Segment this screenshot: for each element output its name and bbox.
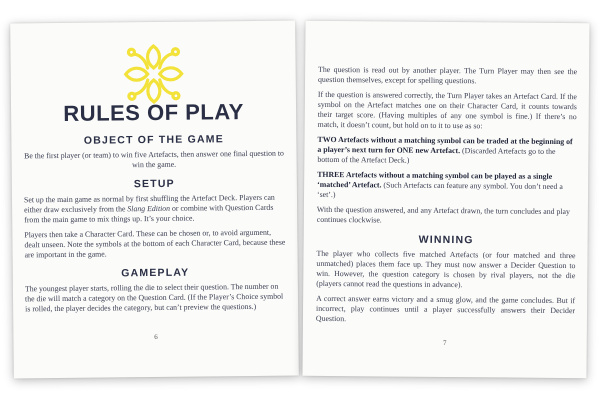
setup-text-a: Set up the main game as normal by first shuffling the Artefact Deck. Players can either draw exclusively from the	[23, 192, 275, 215]
gameplay-heading: GAMEPLAY	[121, 266, 190, 280]
object-heading: OBJECT OF THE GAME	[83, 133, 224, 147]
right-paragraph-3	[317, 135, 576, 167]
play-rule-rest: (Such Artefacts can feature any symbol. You don’t need a ‘set’.)	[317, 180, 563, 200]
title-block	[22, 37, 284, 128]
winning-paragraph-1: The player who collects five matched Artefacts (or four matched and three unmatched) places them face up. They must now answer a Decider Question to win. However, the question category is chosen by rival players, not the die (players cannot read the questions in advance).	[316, 248, 576, 290]
winning-paragraph-2: A correct answer earns victory and a smug glow, and the game concludes. But if incorrect, play continues until a player successfully answers their Decider Question.	[315, 293, 576, 324]
right-paragraph-4	[317, 170, 576, 202]
object-text: Be the first player (or team) to win five Artefacts, then answer one final question to win the game.	[24, 148, 284, 170]
setup-paragraph-2: Players then take a Character Card. These can be chosen or, to avoid argument, dealt unseen. Note the symbols at the bottom of each Character Card, because these are important in the game.	[24, 227, 286, 260]
setup-paragraph-1	[24, 193, 285, 226]
right-page	[302, 21, 589, 378]
right-paragraph-1: The question is read out by another player. The Turn Player may then see the question themselves, except for spelling questions.	[318, 64, 578, 86]
winning-heading: WINNING	[418, 233, 474, 247]
page-number-right: 7	[442, 338, 447, 348]
play-rule-bold: THREE Artefacts without a matching symbol can be played as a single ‘matched’ Artefact.	[317, 169, 553, 190]
right-paragraph-2: If the question is answered correctly, the Turn Player takes an Artefact Card. If the symbol on the Artefact matches one on their Character Card, it counts towards their target score. (Having multiples of any one symbol is fine.) If there’s no match, it doesn’t count, but hold on to it to use as so:	[317, 89, 577, 131]
left-page	[10, 21, 299, 379]
right-paragraph-5: With the question answered, and any Artefact drawn, the turn concludes and play continues clockwise.	[316, 204, 570, 225]
setup-text-b: or combine with Question Cards from the main game to mix things up. It’s your choice.	[24, 202, 274, 225]
setup-heading: SETUP	[133, 177, 175, 191]
gameplay-text: The youngest player starts, rolling the die to select their question. The number on the die will match a category on the Question Card. (If the Player’s Choice symbol is rolled, the player decides the category, but can’t preview the questions.)	[24, 281, 284, 314]
page-number-left: 6	[154, 332, 158, 342]
page-title: RULES OF PLAY	[63, 99, 244, 126]
trade-rule-bold: TWO Artefacts without a matching symbol can be traded at the beginning of a player’s next turn for ONE new Artefact.	[317, 134, 573, 156]
trade-rule-rest: (Discarded Artefacts go to the bottom of the Artefact Deck.)	[317, 146, 556, 165]
setup-text-em: Slang Edition	[127, 203, 171, 214]
